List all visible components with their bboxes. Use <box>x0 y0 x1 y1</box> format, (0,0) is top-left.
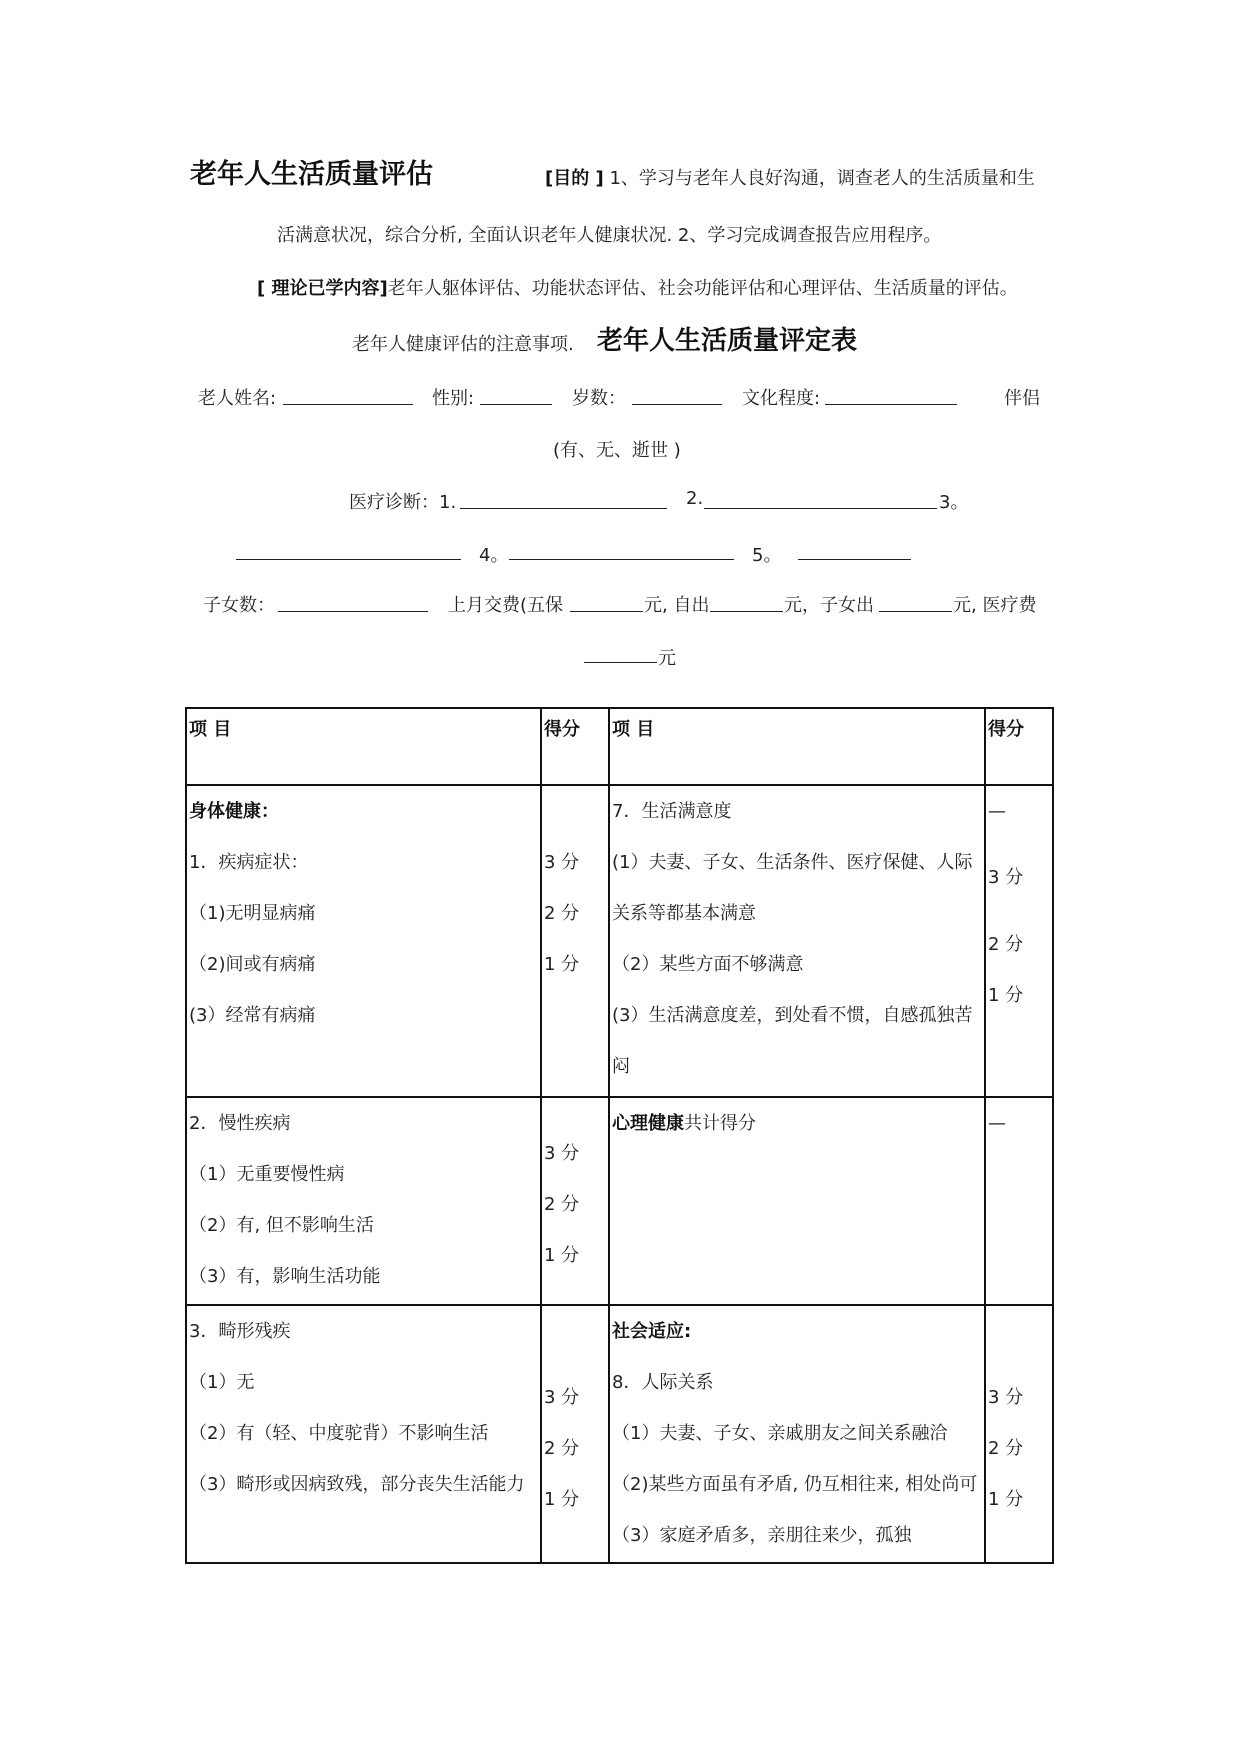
doc-title: 老年人生活质量评估 <box>190 159 433 190</box>
purpose-line-1 <box>545 164 1035 190</box>
physical-health-heading: 身体健康： <box>189 801 279 822</box>
score-cell <box>985 1097 1053 1305</box>
yuan-end-label: 元 <box>658 648 676 669</box>
age-field[interactable] <box>632 384 722 405</box>
list-item: （2)某些方面虽有矛盾, 仍互相往来, 相处尚可 <box>612 1474 978 1495</box>
theory-line <box>257 274 1018 300</box>
chronic-disease-cell <box>186 1097 541 1305</box>
list-item: （3）畸形或因病致残，部分丧失生活能力 <box>189 1474 525 1495</box>
age-label: 岁数： <box>572 388 626 409</box>
list-item: （2）有, 但不影响生活 <box>189 1215 374 1236</box>
score-cell <box>985 785 1053 1097</box>
score-value: 1 分 <box>988 985 1024 1006</box>
diagnosis-field-3[interactable] <box>236 539 461 560</box>
list-item: （1）无重要慢性病 <box>189 1164 345 1185</box>
table-row <box>186 1097 1053 1305</box>
social-adaptation-heading: 社会适应: <box>612 1321 692 1342</box>
diagnosis-field-1[interactable] <box>460 488 667 509</box>
list-item: 1．疾病症状： <box>189 852 309 873</box>
theory-text: 老年人躯体评估、功能状态评估、社会功能评估和心理评估、生活质量的评估。 <box>387 278 1018 299</box>
fee-wubao-field[interactable] <box>570 591 643 612</box>
score-cell <box>541 1097 609 1305</box>
header-item-right: 项 目 <box>609 708 985 785</box>
list-item: 闷 <box>612 1056 630 1077</box>
score-value: 1 分 <box>544 1245 580 1266</box>
score-value: 3 分 <box>544 1143 580 1164</box>
notes-text: 老年人健康评估的注意事项. <box>352 334 574 355</box>
list-item: (3）经常有病痛 <box>189 1005 316 1026</box>
education-field[interactable] <box>825 384 957 405</box>
name-label: 老人姓名: <box>198 388 277 409</box>
list-item: 8．人际关系 <box>612 1372 714 1393</box>
diagnosis-field-2[interactable] <box>704 488 937 509</box>
header-score-right: 得分 <box>985 708 1053 785</box>
list-item: （1)无明显病痛 <box>189 903 316 924</box>
score-value: 1 分 <box>544 954 580 975</box>
diagnosis-label: 医疗诊断：1. <box>349 492 457 513</box>
partner-label: 伴侣 <box>1004 388 1040 409</box>
score-value: 2 分 <box>544 1438 580 1459</box>
children-field[interactable] <box>278 591 428 612</box>
fee-label: 上月交费(五保 <box>448 595 564 616</box>
score-cell <box>985 1305 1053 1563</box>
list-item: （1）夫妻、子女、亲戚朋友之间关系融洽 <box>612 1423 948 1444</box>
gender-field[interactable] <box>480 384 552 405</box>
list-item: （1）无 <box>189 1372 255 1393</box>
list-item: （2）某些方面不够满意 <box>612 954 804 975</box>
theory-label: [ 理论已学内容] <box>257 278 388 299</box>
fee-medical-field[interactable] <box>584 642 657 663</box>
score-value: 3 分 <box>988 867 1024 888</box>
score-cell <box>541 1305 609 1563</box>
list-item: 7．生活满意度 <box>612 801 732 822</box>
fee-children-field[interactable] <box>879 591 952 612</box>
list-item: （3）有，影响生活功能 <box>189 1266 381 1287</box>
score-cell <box>541 785 609 1097</box>
partner-options: (有、无、逝世 ) <box>553 440 681 461</box>
purpose-label: [目的 ] <box>545 168 604 189</box>
assessment-table <box>185 707 1054 1564</box>
diagnosis-field-5[interactable] <box>798 539 911 560</box>
education-label: 文化程度: <box>742 388 821 409</box>
score-value: 1 分 <box>544 1489 580 1510</box>
mental-health-total: 心理健康共计得分 <box>612 1113 756 1134</box>
yuan-self-label: 元, 自出 <box>644 595 710 616</box>
score-value: 3 分 <box>988 1387 1024 1408</box>
table-header-row <box>186 708 1053 785</box>
physical-health-cell <box>186 785 541 1097</box>
yuan-children-label: 元，子女出 <box>784 595 874 616</box>
gender-label: 性别: <box>432 388 475 409</box>
score-value: 2 分 <box>544 1194 580 1215</box>
yuan-medical-label: 元, 医疗费 <box>953 595 1037 616</box>
list-item: （2）有（轻、中度驼背）不影响生活 <box>189 1423 489 1444</box>
header-item-left: 项 目 <box>186 708 541 785</box>
score-value: 3 分 <box>544 852 580 873</box>
list-item: （3）家庭矛盾多，亲朋往来少，孤独 <box>612 1525 912 1546</box>
header-score-left: 得分 <box>541 708 609 785</box>
score-value: — <box>988 801 1006 822</box>
diag-4-label: 4。 <box>479 545 509 566</box>
diag-3-label: 3。 <box>939 492 969 513</box>
list-item: （2)间或有病痛 <box>189 954 316 975</box>
diag-2-label: 2. <box>686 488 704 509</box>
table-row <box>186 1305 1053 1563</box>
score-value: 1 分 <box>988 1489 1024 1510</box>
children-label: 子女数： <box>203 595 275 616</box>
fee-self-field[interactable] <box>710 591 783 612</box>
deformity-cell <box>186 1305 541 1563</box>
purpose-text: 1、学习与老年人良好沟通，调查老人的生活质量和生 <box>609 168 1035 189</box>
score-value: — <box>988 1113 1006 1134</box>
list-item: (3）生活满意度差，到处看不惯，自感孤独苦 <box>612 1005 973 1026</box>
name-field[interactable] <box>283 384 413 405</box>
purpose-line-2: 活满意状况，综合分析, 全面认识老年人健康状况. 2、学习完成调查报告应用程序。 <box>277 225 942 246</box>
table-row <box>186 785 1053 1097</box>
list-item: 关系等都基本满意 <box>612 903 756 924</box>
list-item: (1）夫妻、子女、生活条件、医疗保健、人际 <box>612 852 973 873</box>
score-value: 2 分 <box>544 903 580 924</box>
score-value: 2 分 <box>988 934 1024 955</box>
score-value: 2 分 <box>988 1438 1024 1459</box>
list-item: 3．畸形残疾 <box>189 1321 291 1342</box>
diag-5-label: 5。 <box>752 545 782 566</box>
diagnosis-field-4[interactable] <box>509 539 734 560</box>
social-adaptation-cell <box>609 1305 985 1563</box>
life-satisfaction-cell <box>609 785 985 1097</box>
score-value: 3 分 <box>544 1387 580 1408</box>
list-item: 2．慢性疾病 <box>189 1113 291 1134</box>
form-title: 老年人生活质量评定表 <box>597 326 858 356</box>
mental-health-total-cell <box>609 1097 985 1305</box>
